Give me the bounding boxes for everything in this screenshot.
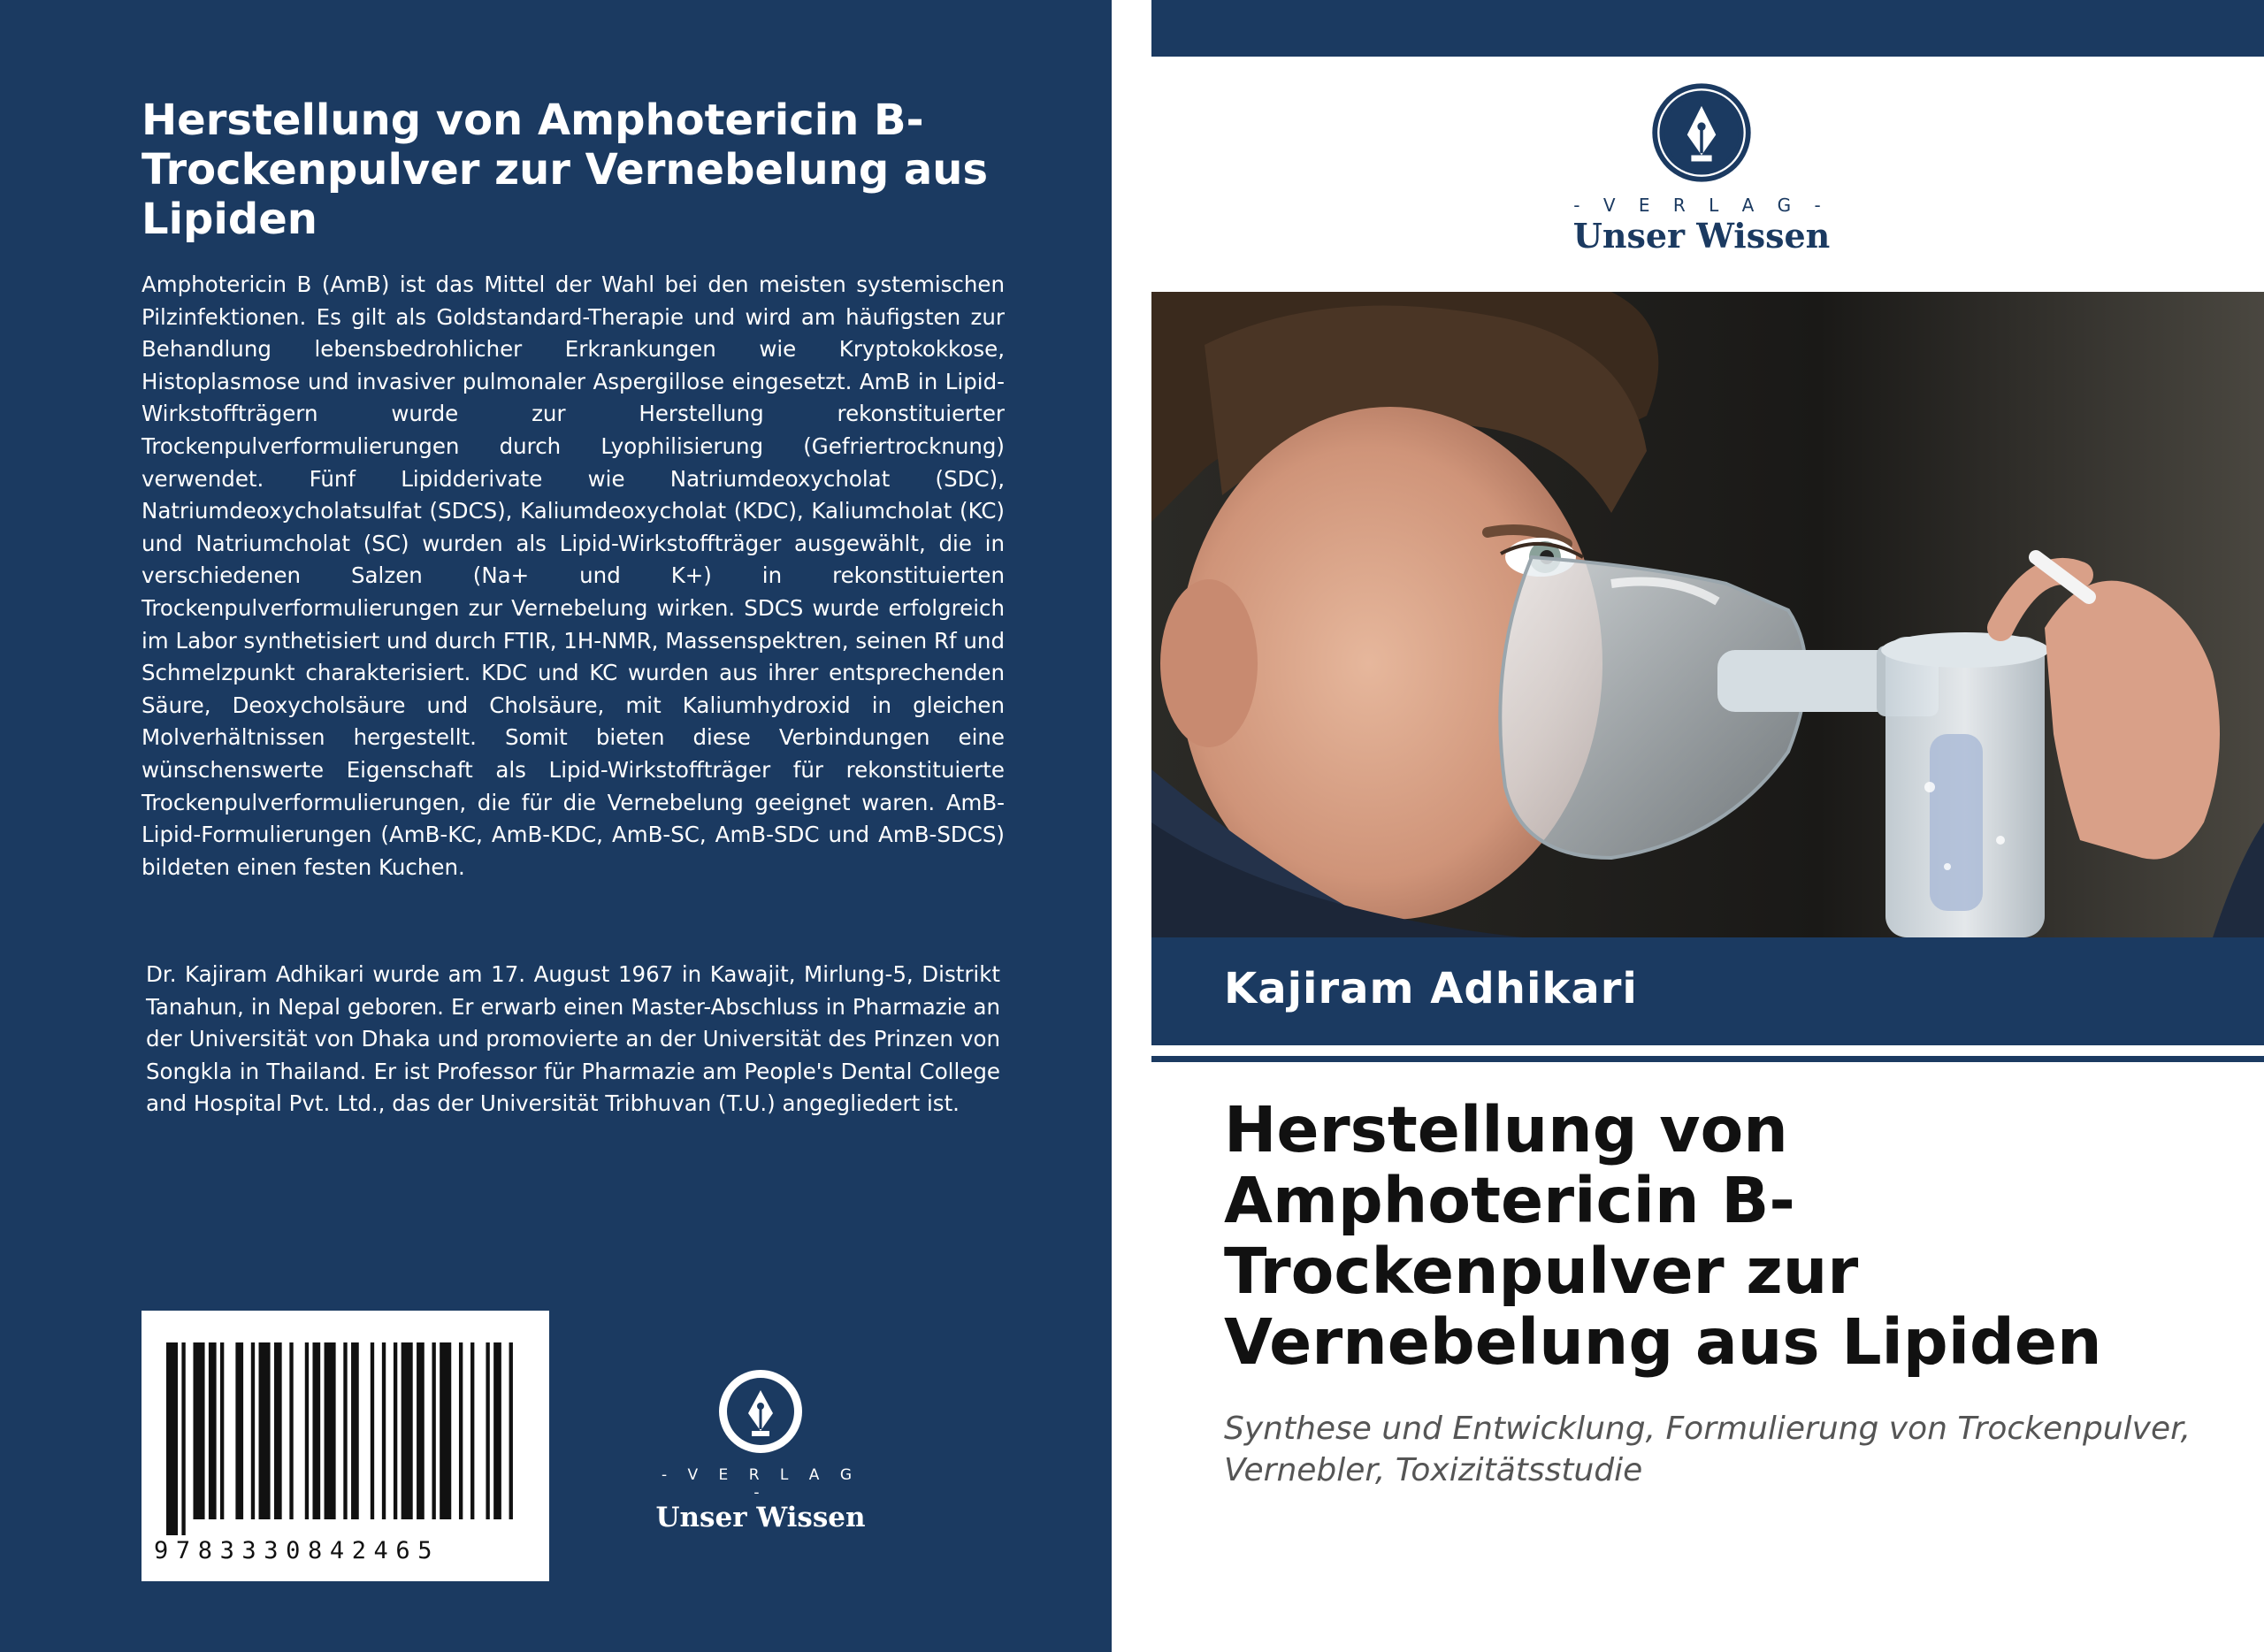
author-bar	[1151, 937, 2264, 1045]
barcode-bar	[193, 1342, 204, 1519]
barcode-bar	[382, 1342, 386, 1519]
barcode-bar	[325, 1342, 336, 1519]
barcode-bar	[251, 1342, 255, 1519]
publisher-verlag-label: - V E R L A G -	[1573, 195, 1830, 216]
front-cover-title: Herstellung von Amphotericin B-Trockenpulver zur Vernebelung aus Lipiden	[1224, 1093, 2102, 1379]
publisher-logo-large	[1542, 81, 1861, 256]
barcode-bar	[235, 1342, 243, 1519]
barcode-bar	[394, 1342, 397, 1519]
publisher-name: Unser Wissen	[655, 1502, 866, 1533]
barcode-bar	[509, 1342, 513, 1519]
front-cover	[1151, 0, 2264, 1652]
barcode-bar	[274, 1342, 282, 1519]
author-name: Kajiram Adhikari	[1224, 964, 1638, 1013]
barcode-bar	[305, 1342, 309, 1519]
barcode-bars	[166, 1342, 524, 1535]
barcode-bar	[312, 1342, 320, 1519]
front-cover-subtitle: Synthese und Entwicklung, Formulierung von Trockenpulver, Vernebler, Toxizitätsstudie	[1224, 1411, 2191, 1488]
barcode-bar	[351, 1342, 359, 1519]
barcode-bar	[440, 1342, 451, 1519]
cover-photo-child-nebulizer	[1151, 292, 2264, 937]
barcode-bar	[402, 1342, 413, 1519]
publisher-logo-small	[654, 1367, 867, 1533]
barcode-bar	[166, 1342, 178, 1535]
back-cover	[0, 0, 1112, 1652]
pen-nib-icon	[1650, 81, 1753, 184]
barcode-bar	[493, 1342, 501, 1519]
barcode-bar	[371, 1342, 374, 1519]
barcode-bar	[343, 1342, 347, 1519]
barcode-bar	[181, 1342, 185, 1535]
barcode-bar	[459, 1342, 463, 1519]
barcode-bar	[259, 1342, 271, 1519]
back-cover-blurb: Amphotericin B (AmB) ist das Mittel der Wahl bei den meisten systemischen Pilzinfektionen. Es gilt als Goldstandard-Therapie und wird am häufigsten zur Behandlung lebensbedrohlicher Erkrankungen wie Kryptokokkose, Histoplasmose und invasiver pulmonaler Aspergillose eingesetzt. AmB in Lipid-Wirkstoffträgern wurde zur Herstellung rekonstituierter Trockenpulverformulierungen durch Lyophilisierung (Gefriertrocknung) verwendet. Fünf Lipidderivate wie Natriumdeoxycholat (SDC), Natriumdeoxycholatsulfat (SDCS), Kaliumdeoxycholat (KDC), Kaliumcholat (KC) und Natriumcholat (SC) wurden als Lipid-Wirkstoffträger ausgewählt, die in verschiedenen Salzen (Na+ und K+) in rekonstituierten Trockenpulverformulierungen zur Vernebelung wirken. SDCS wurde erfolgreich im Labor synthetisiert und durch FTIR, 1H-NMR, Massenspektren, seinen Rf und Schmelzpunkt charakterisiert. KDC und KC wurden aus ihrer entsprechenden Säure, Deoxycholsäure und Cholsäure, mit Kaliumhydroxid in gleichen Molverhältnissen hergestellt. Somit bieten diese Verbindungen eine wünschenswerte Eigenschaft als Lipid-Wirkstoffträger für rekonstituierte Trockenpulverformulierungen, die für die Vernebelung geeignet waren. AmB-Lipid-Formulierungen (AmB-KC, AmB-KDC, AmB-SC, AmB-SDC und AmB-SDCS) bildeten einen festen Kuchen.	[142, 272, 1005, 880]
isbn-barcode	[142, 1311, 549, 1581]
author-bio: Dr. Kajiram Adhikari wurde am 17. August 1967 in Kawajit, Mirlung-5, Distrikt Tanahun, in Nepal geboren. Er erwarb einen Master-Abschluss in Pharmazie an der Universität von Dhaka und promovierte an der Universität des Prinzen von Songkla in Thailand. Er ist Professor für Pharmazie am People's Dental College and Hospital Pvt. Ltd., das der Universität Tribhuvan (T.U.) angegliedert ist.	[146, 961, 1000, 1117]
barcode-bar	[432, 1342, 435, 1519]
barcode-bar	[486, 1342, 489, 1519]
pen-nib-icon	[716, 1367, 805, 1456]
back-cover-title: Herstellung von Amphotericin B-Trockenpulver zur Vernebelung aus Lipiden	[142, 96, 989, 244]
barcode-bar	[470, 1342, 474, 1519]
divider-rule	[1151, 1056, 2264, 1062]
barcode-bar	[289, 1342, 293, 1519]
cover-gap	[1112, 0, 1151, 1652]
publisher-name: Unser Wissen	[1572, 216, 1831, 256]
barcode-bar	[417, 1342, 424, 1519]
barcode-bar	[220, 1342, 224, 1519]
barcode-digits: 9783330842465	[154, 1537, 440, 1564]
cover-photo	[1151, 292, 2264, 937]
front-top-bar	[1151, 0, 2264, 57]
publisher-verlag-label: - V E R L A G -	[661, 1466, 860, 1502]
barcode-bar	[209, 1342, 217, 1519]
